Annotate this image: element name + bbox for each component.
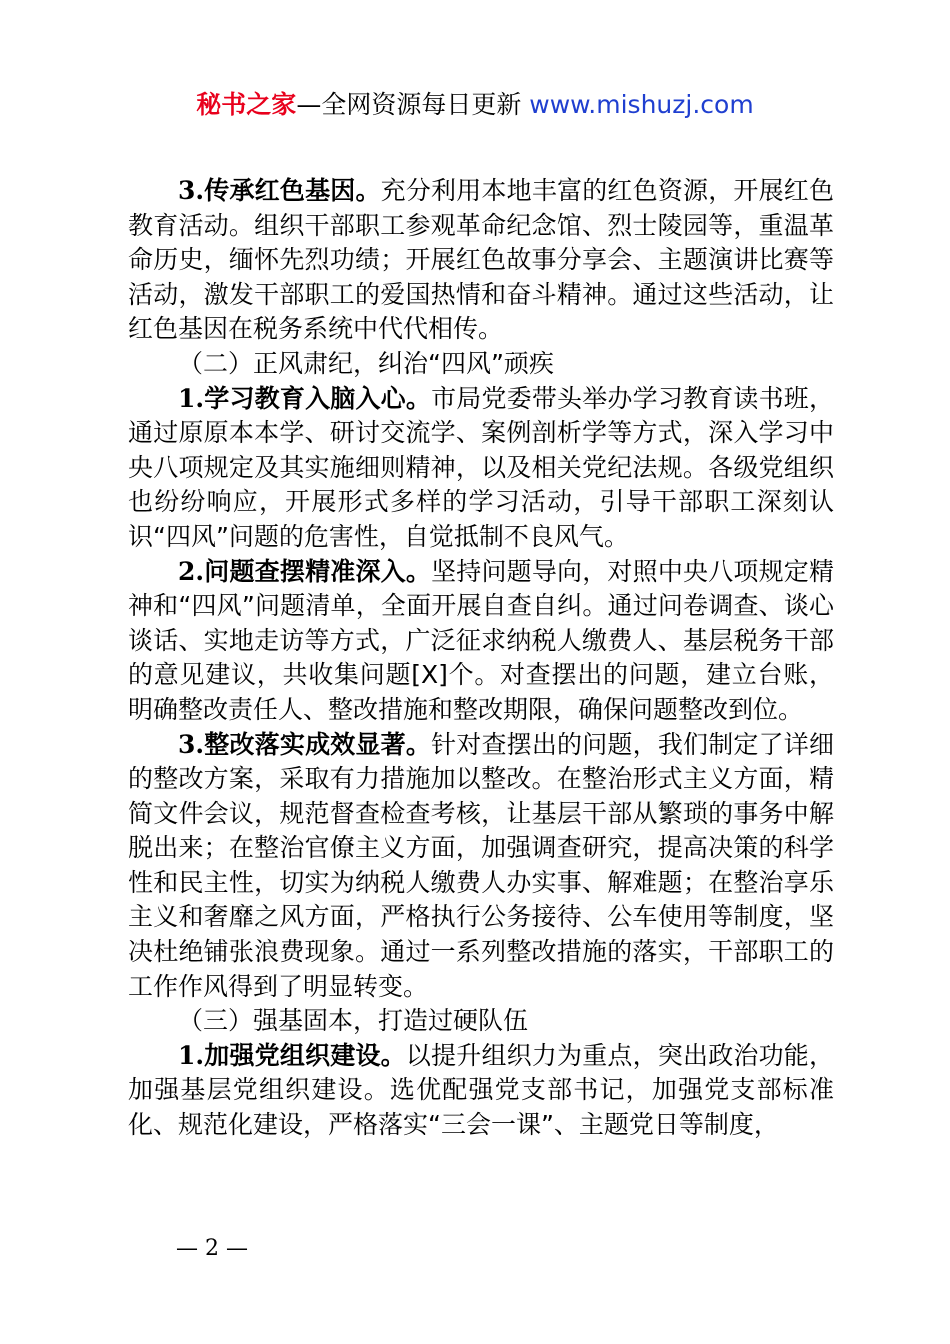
banner-slogan: —全网资源每日更新 [296, 90, 530, 119]
paragraph-lead: 2.问题查摆精准深入。 [178, 556, 432, 586]
paragraph-text: 市局党委带头举办学习教育读书班，通过原原本本学、研讨交流学、案例剖析学等方式，深入学习中央八项规定及其实施细则精神，以及相关党纪法规。各级党组织也纷纷响应，开展形式多样的学习活动，引导干部职工深刻认识“四风”问题的危害性，自觉抵制不良风气。 [128, 383, 834, 551]
paragraph-study-education [128, 382, 834, 555]
paragraph-party-building [128, 1039, 834, 1143]
paragraph-lead: 1.加强党组织建设。 [178, 1040, 406, 1070]
section-heading-3: （三）强基固本，打造过硬队伍 [178, 1006, 529, 1036]
site-url-link[interactable]: www.mishuzj.com [529, 90, 754, 119]
paragraph-lead: 1.学习教育入脑入心。 [178, 383, 432, 413]
paragraph-text: 针对查摆出的问题，我们制定了详细的整改方案，采取有力措施加以整改。在整治形式主义方面，精简文件会议，规范督查检查考核，让基层干部从繁琐的事务中解脱出来；在整治官僚主义方面，加强调查研究，提高决策的科学性和民主性，切实为纳税人缴费人办实事、解难题；在整治享乐主义和奢靡之风方面，严格执行公务接待、公车使用等制度，坚决杜绝铺张浪费现象。通过一系列整改措施的落实，干部职工的工作作风得到了明显转变。 [128, 729, 834, 1001]
paragraph-red-gene [128, 174, 834, 347]
page-number: — 2 — [176, 1236, 248, 1261]
paragraph-rectification [128, 728, 834, 1005]
document-body [128, 174, 834, 1143]
section-heading-2: （二）正风肃纪，纠治“四风”顽疾 [178, 348, 554, 378]
paragraph-lead: 3.整改落实成效显著。 [178, 729, 432, 759]
paragraph-text: 充分利用本地丰富的红色资源，开展红色教育活动。组织干部职工参观革命纪念馆、烈士陵园等，重温革命历史，缅怀先烈功绩；开展红色故事分享会、主题演讲比赛等活动，激发干部职工的爱国热情和奋斗精神。通过这些活动，让红色基因在税务系统中代代相传。 [128, 176, 834, 344]
paragraph-problem-review [128, 555, 834, 728]
site-banner [0, 90, 950, 120]
paragraph-text: 以提升组织力为重点，突出政治功能，加强基层党组织建设。选优配强党支部书记，加强党支部标准化、规范化建设，严格落实“三会一课”、主题党日等制度， [128, 1040, 834, 1140]
brand-name: 秘书之家 [196, 90, 297, 119]
paragraph-text: 坚持问题导向，对照中央八项规定精神和“四风”问题清单，全面开展自查自纠。通过问卷调查、谈心谈话、实地走访等方式，广泛征求纳税人缴费人、基层税务干部的意见建议，共收集问题[X]个。对查摆出的问题，建立台账，明确整改责任人、整改措施和整改期限，确保问题整改到位。 [128, 556, 834, 724]
paragraph-lead: 3.传承红色基因。 [178, 176, 381, 205]
